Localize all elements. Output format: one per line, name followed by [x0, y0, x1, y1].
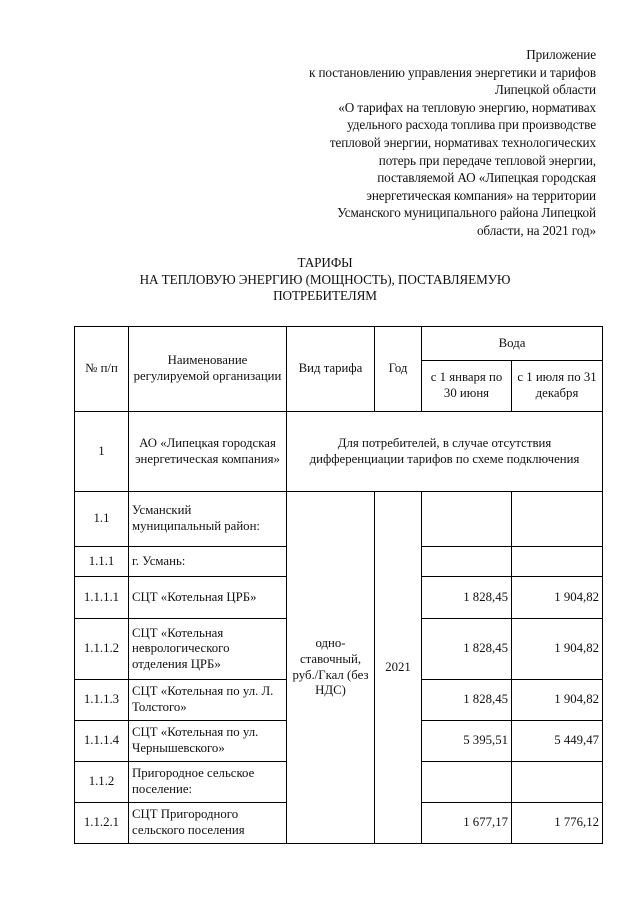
row-name: г. Усмань: [129, 547, 287, 577]
row-value-2 [512, 547, 603, 577]
tariffs-table [74, 326, 603, 844]
row-value-1: 1 828,45 [422, 577, 512, 619]
row-value-1: 1 828,45 [422, 680, 512, 721]
row-value-2: 1 904,82 [512, 619, 603, 680]
title-line: НА ТЕПЛОВУЮ ЭНЕРГИЮ (МОЩНОСТЬ), ПОСТАВЛЯЕМУЮ [139, 271, 511, 287]
row-value-2 [512, 762, 603, 803]
row-num: 1.1 [75, 492, 129, 547]
appendix-line: энергетическая компания» на территории [366, 187, 596, 203]
appendix-line: поставляемой АО «Липецкая городская [377, 170, 596, 186]
row-value-1: 1 828,45 [422, 619, 512, 680]
row-num: 1.1.1 [75, 547, 129, 577]
row-num: 1.1.2 [75, 762, 129, 803]
row-value-2: 5 449,47 [512, 721, 603, 762]
appendix-line: к постановлению управления энергетики и тарифов [308, 64, 596, 80]
row-value-1 [422, 762, 512, 803]
row-name: Усманский муниципальный район: [129, 492, 287, 547]
org-num: 1 [75, 412, 129, 492]
appendix-line: области, на 2021 год» [476, 222, 596, 238]
row-num: 1.1.1.1 [75, 577, 129, 619]
row-name: Пригородное сельское поселение: [129, 762, 287, 803]
header-period-1: с 1 января по 30 июня [422, 361, 512, 412]
header-tariff-type: Вид тарифа [287, 327, 375, 412]
appendix-line: удельного расхода топлива при производстве [347, 117, 596, 133]
org-note: Для потребителей, в случае отсутствия дифференциации тарифов по схеме подключения [287, 412, 603, 492]
row-value-1: 1 677,17 [422, 803, 512, 844]
appendix-line: Приложение [526, 47, 596, 62]
row-num: 1.1.1.4 [75, 721, 129, 762]
row-name: СЦТ «Котельная по ул. Л. Толстого» [129, 680, 287, 721]
year-cell: 2021 [375, 492, 422, 844]
header-num: № п/п [75, 327, 129, 412]
header-org: Наименование регулируемой организации [129, 327, 287, 412]
row-num: 1.1.1.3 [75, 680, 129, 721]
header-water: Вода [422, 327, 603, 361]
row-value-2: 1 904,82 [512, 680, 603, 721]
title-line: ТАРИФЫ [297, 255, 353, 270]
title-line: ПОТРЕБИТЕЛЯМ [273, 288, 377, 303]
appendix-block [216, 46, 596, 240]
appendix-line: тепловой энергии, нормативах технологических [329, 134, 596, 150]
table-row [75, 492, 603, 547]
row-name: СЦТ Пригородного сельского поселения [129, 803, 287, 844]
row-name: СЦТ «Котельная по ул. Чернышевского» [129, 721, 287, 762]
org-name: АО «Липецкая городская энергетическая компания» [129, 412, 287, 492]
appendix-line: потерь при передаче тепловой энергии, [378, 152, 596, 168]
row-name: СЦТ «Котельная неврологического отделения ЦРБ» [129, 619, 287, 680]
row-value-2 [512, 492, 603, 547]
row-num: 1.1.1.2 [75, 619, 129, 680]
header-period-2: с 1 июля по 31 декабря [512, 361, 603, 412]
row-value-2: 1 776,12 [512, 803, 603, 844]
document-title [60, 255, 590, 305]
row-value-2: 1 904,82 [512, 577, 603, 619]
header-year: Год [375, 327, 422, 412]
appendix-line: Усманского муниципального района Липецкой [337, 205, 596, 221]
appendix-line: «О тарифах на тепловую энергию, нормативах [338, 99, 596, 115]
tariff-type-cell: одно-ставочный, руб./Гкал (без НДС) [287, 492, 375, 844]
row-name: СЦТ «Котельная ЦРБ» [129, 577, 287, 619]
row-value-1: 5 395,51 [422, 721, 512, 762]
row-num: 1.1.2.1 [75, 803, 129, 844]
appendix-line: Липецкой области [494, 82, 596, 98]
row-value-1 [422, 547, 512, 577]
row-value-1 [422, 492, 512, 547]
